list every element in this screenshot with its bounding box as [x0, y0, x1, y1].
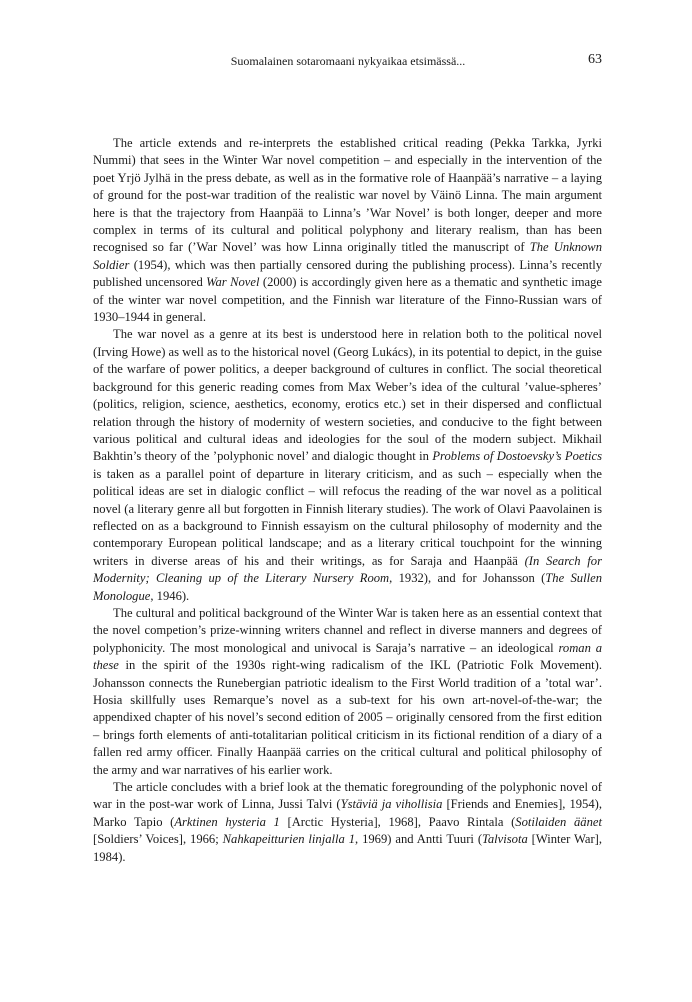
text-run: is taken as a parallel point of departure in literary criticism, and as such – especially when the political ideas are set in dialogic conflict – will refocus the reading of the war novel as a political novel (a literary genre all but forgotten in Finnish literary studies). The work of Olavi Paavolainen is reflected on as a background to Finnish essayism on the cultural philosophy of modernity and the contemporary European political landscape; and as a literary critical touchpoint for the winning writers in diverse areas of his and their writings, as for Saraja and Haanpää — [93, 466, 602, 568]
text-run: The article concludes with a brief look at the thematic foregrounding of the polyphonic novel of war in the post-war work of Linna, Jussi Talvi ( — [93, 780, 602, 812]
page-number: 63 — [588, 52, 602, 67]
text-run: , 1932), and for Johansson ( — [389, 571, 546, 586]
text-run: (2000) is accordingly given here as a thematic and synthetic image of the winter war novel competition, and the Finnish war literature of the Finno-Russian wars of 1930–1944 in general. — [93, 275, 602, 325]
italic-title: roman a these — [93, 640, 602, 673]
italic-title: Ystäviä ja vihollisia — [340, 797, 443, 812]
paragraph-3 — [93, 605, 602, 779]
italic-title: The Sullen Monologue — [93, 571, 602, 603]
body-text — [93, 135, 602, 866]
italic-title: Arktinen hysteria 1 — [174, 814, 280, 829]
text-run: (1954), which was then partially censored during the publishing process). Linna’s recently published uncensored — [93, 257, 602, 290]
italic-title: Sotilaiden äänet — [515, 814, 602, 829]
text-run: , 1969) and Antti Tuuri ( — [355, 832, 483, 847]
paragraph-2 — [93, 326, 602, 605]
page-header — [94, 52, 602, 72]
text-run: [Friends and Enemies], 1954), Marko Tapio ( — [93, 797, 602, 829]
text-run: The war novel as a genre at its best is understood here in relation both to the political novel (Irving Howe) as well as to the historical novel (Georg Lukács), in its potential to depict, in the guise of the warfare of power politics, a deeper background of cultures in conflict. The social theoretical background for this generic reading comes from Max Weber’s idea of the cultural ’value-spheres’ (politics, religion, science, aesthetics, economy, erotics etc.) set in their dispersed and conflictual relation through the history of modernity of western societies, and conducive to the fight between various political and cultural ideas and ideologies for the soul of the modern subject. Mikhail Bakhtin’s theory of the ’polyphonic novel’ and dialogic thought in — [93, 327, 602, 464]
text-run: [Winter War], 1984). — [93, 832, 603, 864]
italic-title: Problems of Dostoevsky’s Poetics — [432, 449, 602, 464]
italic-title: (In Search for Modernity; Cleaning up of the Literary Nursery Room — [93, 553, 602, 586]
italic-title: War Novel — [206, 275, 260, 290]
text-run: [Arctic Hysteria], 1968], Paavo Rintala ( — [279, 814, 516, 829]
paragraph-4 — [93, 779, 602, 866]
italic-title: Nahkapeitturien linjalla 1 — [222, 832, 356, 847]
running-title: Suomalainen sotaromaani nykyaikaa etsimässä... — [230, 54, 466, 68]
text-run: in the spirit of the 1930s right-wing radicalism of the IKL (Patriotic Folk Movement). Johansson connects the Runebergian patriotic idealism to the First World tradition of a ’total war’. Hosia skillfully uses Remarque’s novel as a sub-text for his own art-novel-of-the-war; the appendixed chapter of his novel’s second edition of 2005 – originally censored from the first edition – brings forth elements of anti-totalitarian political criticism in its fictional rendition of a diary of a fallen red army officer. Finally Haanpää carries on the critical cultural and political philosophy of the army and war narratives of his earlier work. — [93, 658, 602, 777]
paragraph-1 — [93, 135, 602, 326]
text-run: [Soldiers’ Voices], 1966; — [93, 832, 223, 847]
text-run: , 1946). — [150, 588, 190, 603]
italic-title: Talvisota — [482, 832, 528, 847]
italic-title: The Unknown Soldier — [93, 240, 603, 272]
text-run: The article extends and re-interprets the established critical reading (Pekka Tarkka, Jyrki Nummi) that sees in the Winter War novel competition – and especially in the intervention of the poet Yrjö Jylhä in the press debate, as well as in the formative role of Haanpää’s narrative – a laying of ground for the post-war tradition of the realistic war novel by Väinö Linna. The main argument here is that the trajectory from Haanpää to Linna’s ’War Novel’ is both longer, deeper and more complex in terms of its cultural and political polyphony and literary realism, than has been recognised so far (’War Novel’ was how Linna originally titled the manuscript of — [93, 136, 602, 255]
text-run: The cultural and political background of the Winter War is taken here as an essential context that the novel competion’s prize-winning writers channel and reflect in diverse manners and degrees of polyphonicity. The most monological and univocal is Saraja’s narrative – an ideological — [93, 605, 602, 655]
